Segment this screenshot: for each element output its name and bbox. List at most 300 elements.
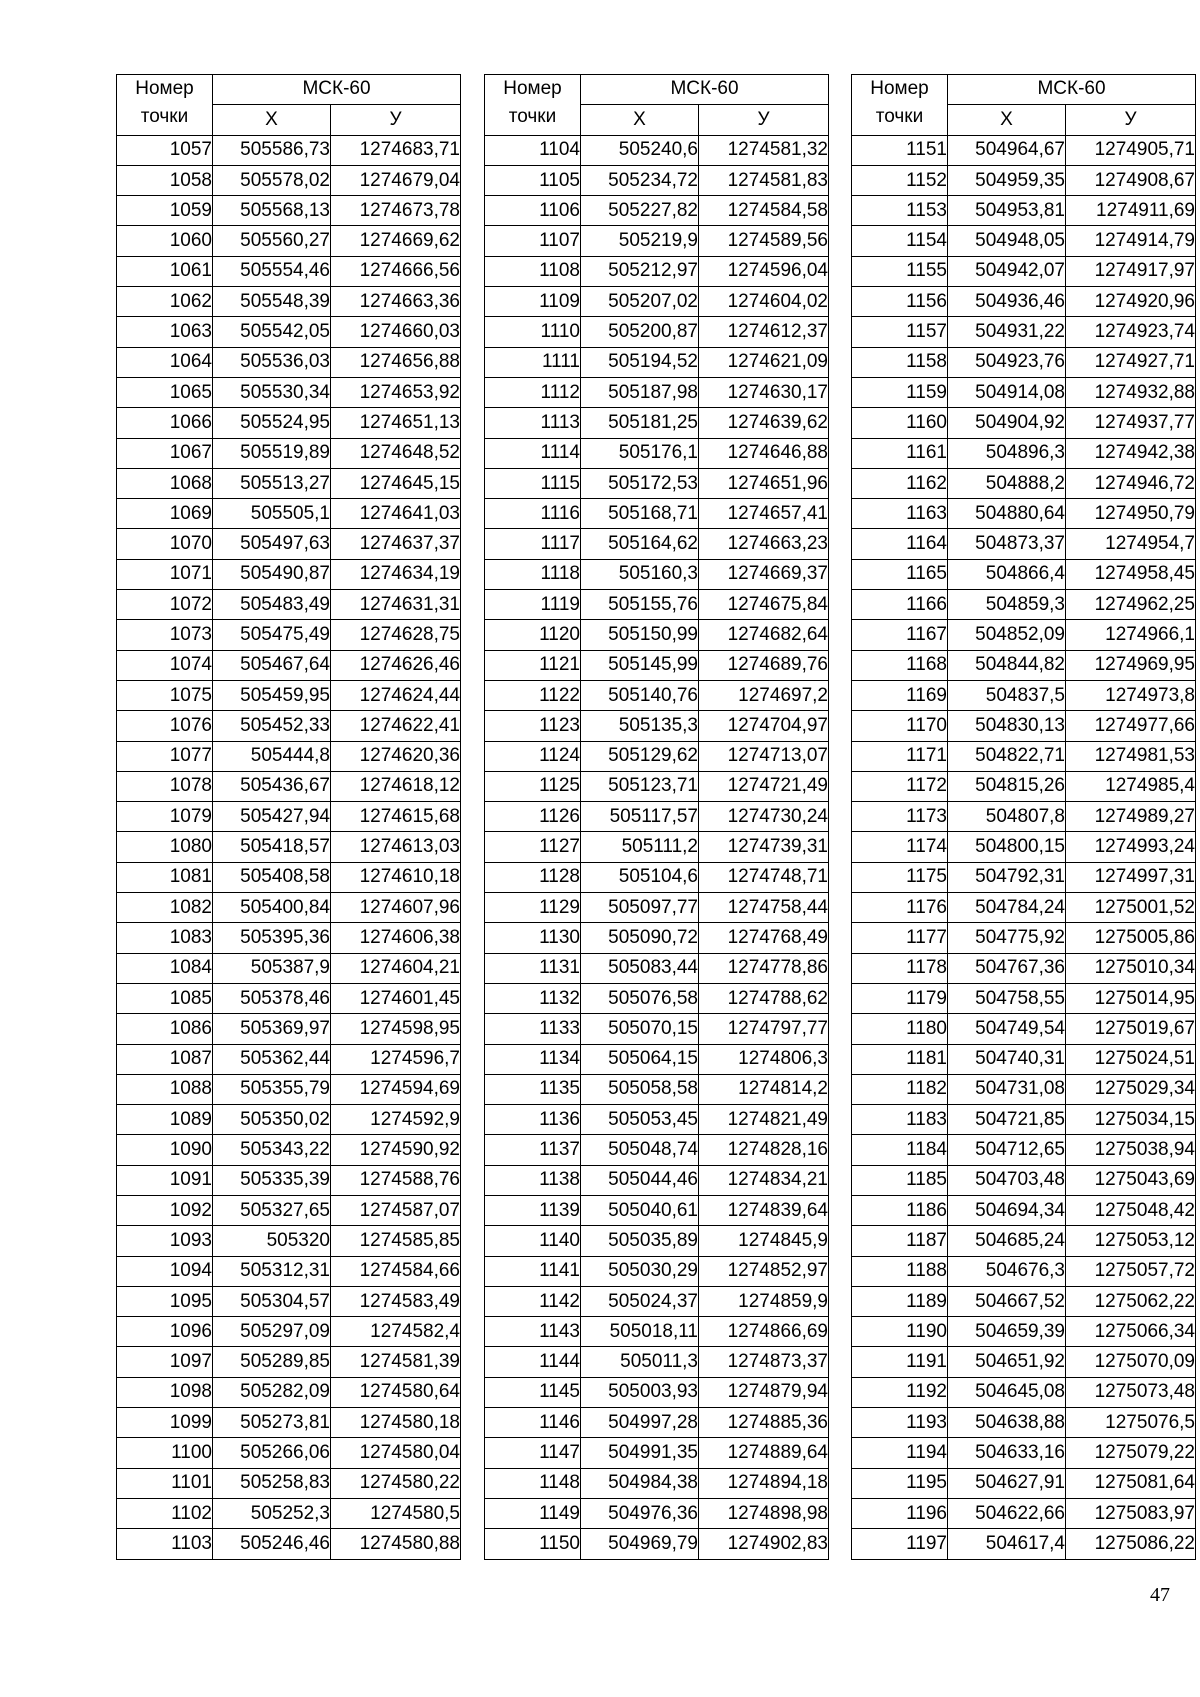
coord-x-cell: 505018,11 xyxy=(581,1317,699,1347)
coord-y-cell: 1274966,1 xyxy=(1066,620,1196,650)
coord-x-cell: 505266,06 xyxy=(213,1438,331,1468)
table-row xyxy=(117,226,461,256)
point-number-cell: 1157 xyxy=(852,317,948,347)
coord-x-cell: 505117,57 xyxy=(581,802,699,832)
table-row xyxy=(485,1498,829,1528)
coord-x-cell: 505297,09 xyxy=(213,1317,331,1347)
point-number-cell: 1090 xyxy=(117,1135,213,1165)
point-number-cell: 1113 xyxy=(485,408,581,438)
coord-y-cell: 1274584,66 xyxy=(331,1256,461,1286)
coord-x-cell: 504931,22 xyxy=(948,317,1066,347)
coord-x-cell: 505240,6 xyxy=(581,135,699,165)
table-row xyxy=(852,862,1196,892)
point-number-cell: 1190 xyxy=(852,1317,948,1347)
table-row xyxy=(117,1135,461,1165)
table-row xyxy=(485,438,829,468)
coord-y-cell: 1274653,92 xyxy=(331,377,461,407)
table-row xyxy=(852,923,1196,953)
table-row xyxy=(117,650,461,680)
coord-x-cell: 504645,08 xyxy=(948,1377,1066,1407)
coord-y-cell: 1274911,69 xyxy=(1066,196,1196,226)
coord-x-cell: 504964,67 xyxy=(948,135,1066,165)
coord-x-cell: 505164,62 xyxy=(581,529,699,559)
point-number-cell: 1148 xyxy=(485,1468,581,1498)
coord-x-cell: 504784,24 xyxy=(948,893,1066,923)
coord-y-cell: 1275001,52 xyxy=(1066,893,1196,923)
coord-y-cell: 1274908,67 xyxy=(1066,165,1196,195)
table-row xyxy=(485,923,829,953)
coord-y-cell: 1274581,32 xyxy=(699,135,829,165)
coord-y-cell: 1274679,04 xyxy=(331,165,461,195)
point-number-cell: 1154 xyxy=(852,226,948,256)
table-row xyxy=(485,287,829,317)
point-number-cell: 1133 xyxy=(485,1014,581,1044)
point-number-cell: 1144 xyxy=(485,1347,581,1377)
point-number-cell: 1062 xyxy=(117,287,213,317)
coord-x-cell: 504721,85 xyxy=(948,1105,1066,1135)
coord-y-cell: 1274889,64 xyxy=(699,1438,829,1468)
coord-x-cell: 504959,35 xyxy=(948,165,1066,195)
coord-y-cell: 1274588,76 xyxy=(331,1165,461,1195)
point-number-cell: 1142 xyxy=(485,1286,581,1316)
coord-x-cell: 505408,58 xyxy=(213,862,331,892)
point-number-cell: 1156 xyxy=(852,287,948,317)
coord-y-cell: 1274920,96 xyxy=(1066,287,1196,317)
coord-x-cell: 505187,98 xyxy=(581,377,699,407)
table-row xyxy=(485,1529,829,1559)
coord-y-cell: 1274954,7 xyxy=(1066,529,1196,559)
coord-y-cell: 1274612,37 xyxy=(699,317,829,347)
coord-y-cell: 1275066,34 xyxy=(1066,1317,1196,1347)
point-number-cell: 1077 xyxy=(117,741,213,771)
coord-x-cell: 505560,27 xyxy=(213,226,331,256)
table-row xyxy=(852,377,1196,407)
coord-y-cell: 1274898,98 xyxy=(699,1498,829,1528)
coord-y-cell: 1274950,79 xyxy=(1066,499,1196,529)
table-row xyxy=(852,165,1196,195)
coord-y-cell: 1274778,86 xyxy=(699,953,829,983)
coord-x-cell: 505070,15 xyxy=(581,1014,699,1044)
header-coord-system: МСК-60 xyxy=(581,75,829,105)
point-number-cell: 1075 xyxy=(117,680,213,710)
coord-y-cell: 1274879,94 xyxy=(699,1377,829,1407)
point-number-cell: 1173 xyxy=(852,802,948,832)
table-row xyxy=(117,1377,461,1407)
table-row xyxy=(117,771,461,801)
coord-y-cell: 1274682,64 xyxy=(699,620,829,650)
coord-y-cell: 1275057,72 xyxy=(1066,1256,1196,1286)
coord-y-cell: 1274721,49 xyxy=(699,771,829,801)
table-row xyxy=(852,135,1196,165)
table-row xyxy=(852,226,1196,256)
point-number-cell: 1194 xyxy=(852,1438,948,1468)
table-row xyxy=(117,1347,461,1377)
coord-x-cell: 505343,22 xyxy=(213,1135,331,1165)
coord-y-cell: 1275034,15 xyxy=(1066,1105,1196,1135)
point-number-cell: 1192 xyxy=(852,1377,948,1407)
point-number-cell: 1116 xyxy=(485,499,581,529)
coord-y-cell: 1274758,44 xyxy=(699,893,829,923)
coord-y-cell: 1274985,4 xyxy=(1066,771,1196,801)
table-row xyxy=(117,408,461,438)
coord-x-cell: 505155,76 xyxy=(581,590,699,620)
coord-y-cell: 1274598,95 xyxy=(331,1014,461,1044)
coord-x-cell: 504984,38 xyxy=(581,1468,699,1498)
point-number-cell: 1070 xyxy=(117,529,213,559)
coord-x-cell: 505452,33 xyxy=(213,711,331,741)
point-number-cell: 1060 xyxy=(117,226,213,256)
point-number-cell: 1101 xyxy=(117,1468,213,1498)
coord-y-cell: 1274914,79 xyxy=(1066,226,1196,256)
point-number-cell: 1186 xyxy=(852,1195,948,1225)
coord-x-cell: 505542,05 xyxy=(213,317,331,347)
coord-x-cell: 505505,1 xyxy=(213,499,331,529)
point-number-cell: 1167 xyxy=(852,620,948,650)
header-x: Х xyxy=(581,105,699,135)
table-row xyxy=(485,953,829,983)
coord-y-cell: 1274852,97 xyxy=(699,1256,829,1286)
table-row xyxy=(852,650,1196,680)
table-row xyxy=(485,590,829,620)
table-row xyxy=(485,1468,829,1498)
coord-x-cell: 504617,4 xyxy=(948,1529,1066,1559)
coord-x-cell: 504815,26 xyxy=(948,771,1066,801)
point-number-cell: 1114 xyxy=(485,438,581,468)
coord-x-cell: 505387,9 xyxy=(213,953,331,983)
point-number-cell: 1178 xyxy=(852,953,948,983)
coord-y-cell: 1274610,18 xyxy=(331,862,461,892)
coord-x-cell: 504904,92 xyxy=(948,408,1066,438)
point-number-cell: 1093 xyxy=(117,1226,213,1256)
coord-y-cell: 1274969,95 xyxy=(1066,650,1196,680)
coord-x-cell: 505207,02 xyxy=(581,287,699,317)
point-number-cell: 1058 xyxy=(117,165,213,195)
coord-x-cell: 505048,74 xyxy=(581,1135,699,1165)
coord-x-cell: 505554,46 xyxy=(213,256,331,286)
coord-y-cell: 1275062,22 xyxy=(1066,1286,1196,1316)
point-number-cell: 1128 xyxy=(485,862,581,892)
point-number-cell: 1107 xyxy=(485,226,581,256)
table-row xyxy=(852,1286,1196,1316)
table-row xyxy=(117,1529,461,1559)
header-point-number: Номер точки xyxy=(852,75,948,136)
table-row xyxy=(852,1044,1196,1074)
table-row xyxy=(485,1105,829,1135)
point-number-cell: 1171 xyxy=(852,741,948,771)
coord-x-cell: 505246,46 xyxy=(213,1529,331,1559)
coord-x-cell: 505076,58 xyxy=(581,983,699,1013)
table-row xyxy=(852,741,1196,771)
coord-y-cell: 1274927,71 xyxy=(1066,347,1196,377)
table-row xyxy=(117,741,461,771)
point-number-cell: 1126 xyxy=(485,802,581,832)
coord-x-cell: 505172,53 xyxy=(581,468,699,498)
point-number-cell: 1086 xyxy=(117,1014,213,1044)
coord-x-cell: 505003,93 xyxy=(581,1377,699,1407)
coord-x-cell: 504888,2 xyxy=(948,468,1066,498)
point-number-cell: 1127 xyxy=(485,832,581,862)
table-row xyxy=(852,1226,1196,1256)
coord-y-cell: 1274730,24 xyxy=(699,802,829,832)
coord-x-cell: 505176,1 xyxy=(581,438,699,468)
coord-y-cell: 1274873,37 xyxy=(699,1347,829,1377)
coord-x-cell: 504859,3 xyxy=(948,590,1066,620)
point-number-cell: 1112 xyxy=(485,377,581,407)
coord-y-cell: 1275029,34 xyxy=(1066,1074,1196,1104)
table-row xyxy=(117,135,461,165)
coord-y-cell: 1274580,04 xyxy=(331,1438,461,1468)
table-row xyxy=(117,832,461,862)
table-row xyxy=(485,377,829,407)
table-row xyxy=(485,862,829,892)
coord-x-cell: 505030,29 xyxy=(581,1256,699,1286)
coord-x-cell: 504880,64 xyxy=(948,499,1066,529)
coord-y-cell: 1274587,07 xyxy=(331,1195,461,1225)
coord-y-cell: 1274582,4 xyxy=(331,1317,461,1347)
point-number-cell: 1164 xyxy=(852,529,948,559)
table-row xyxy=(852,1105,1196,1135)
point-number-cell: 1065 xyxy=(117,377,213,407)
table-row xyxy=(117,347,461,377)
point-number-cell: 1183 xyxy=(852,1105,948,1135)
coord-x-cell: 504740,31 xyxy=(948,1044,1066,1074)
point-number-cell: 1125 xyxy=(485,771,581,801)
coord-y-cell: 1274618,12 xyxy=(331,771,461,801)
point-number-cell: 1081 xyxy=(117,862,213,892)
point-number-cell: 1091 xyxy=(117,1165,213,1195)
coord-x-cell: 504703,48 xyxy=(948,1165,1066,1195)
point-number-cell: 1089 xyxy=(117,1105,213,1135)
table-row xyxy=(485,802,829,832)
point-number-cell: 1087 xyxy=(117,1044,213,1074)
coord-x-cell: 505289,85 xyxy=(213,1347,331,1377)
coord-x-cell: 504997,28 xyxy=(581,1408,699,1438)
coord-y-cell: 1274607,96 xyxy=(331,893,461,923)
coord-x-cell: 504775,92 xyxy=(948,923,1066,953)
table-row xyxy=(485,1286,829,1316)
point-number-cell: 1138 xyxy=(485,1165,581,1195)
table-row xyxy=(117,1408,461,1438)
point-number-cell: 1180 xyxy=(852,1014,948,1044)
table-row xyxy=(852,771,1196,801)
coord-y-cell: 1275043,69 xyxy=(1066,1165,1196,1195)
point-number-cell: 1074 xyxy=(117,650,213,680)
coord-x-cell: 505212,97 xyxy=(581,256,699,286)
point-number-cell: 1134 xyxy=(485,1044,581,1074)
point-number-cell: 1162 xyxy=(852,468,948,498)
coord-y-cell: 1274981,53 xyxy=(1066,741,1196,771)
coord-x-cell: 505058,58 xyxy=(581,1074,699,1104)
table-row xyxy=(485,317,829,347)
point-number-cell: 1147 xyxy=(485,1438,581,1468)
coord-y-cell: 1274648,52 xyxy=(331,438,461,468)
point-number-cell: 1124 xyxy=(485,741,581,771)
coord-x-cell: 504694,34 xyxy=(948,1195,1066,1225)
table-row xyxy=(485,741,829,771)
table-row xyxy=(485,468,829,498)
header-y: У xyxy=(699,105,829,135)
table-row xyxy=(117,1226,461,1256)
coord-y-cell: 1274604,02 xyxy=(699,287,829,317)
point-number-cell: 1118 xyxy=(485,559,581,589)
point-number-cell: 1191 xyxy=(852,1347,948,1377)
coord-y-cell: 1274683,71 xyxy=(331,135,461,165)
table-row xyxy=(117,317,461,347)
point-number-cell: 1103 xyxy=(117,1529,213,1559)
point-number-cell: 1088 xyxy=(117,1074,213,1104)
coord-x-cell: 505150,99 xyxy=(581,620,699,650)
table-row xyxy=(117,1014,461,1044)
point-number-cell: 1117 xyxy=(485,529,581,559)
coord-y-cell: 1274814,2 xyxy=(699,1074,829,1104)
header-y: У xyxy=(1066,105,1196,135)
table-row xyxy=(485,983,829,1013)
coord-y-cell: 1274977,66 xyxy=(1066,711,1196,741)
point-number-cell: 1165 xyxy=(852,559,948,589)
coord-y-cell: 1274615,68 xyxy=(331,802,461,832)
point-number-cell: 1169 xyxy=(852,680,948,710)
coord-y-cell: 1274645,15 xyxy=(331,468,461,498)
table-row xyxy=(485,1195,829,1225)
coord-y-cell: 1274613,03 xyxy=(331,832,461,862)
coord-y-cell: 1274596,04 xyxy=(699,256,829,286)
table-row xyxy=(485,165,829,195)
point-number-cell: 1122 xyxy=(485,680,581,710)
header-point-number: Номер точки xyxy=(117,75,213,136)
header-y: У xyxy=(331,105,461,135)
table-row xyxy=(852,680,1196,710)
coord-y-cell: 1274624,44 xyxy=(331,680,461,710)
coord-x-cell: 504942,07 xyxy=(948,256,1066,286)
coord-y-cell: 1274993,24 xyxy=(1066,832,1196,862)
point-number-cell: 1182 xyxy=(852,1074,948,1104)
table-row xyxy=(485,196,829,226)
table-row xyxy=(117,893,461,923)
coord-x-cell: 505227,82 xyxy=(581,196,699,226)
coord-y-cell: 1274663,36 xyxy=(331,287,461,317)
point-number-cell: 1185 xyxy=(852,1165,948,1195)
coord-x-cell: 505234,72 xyxy=(581,165,699,195)
coord-y-cell: 1274585,85 xyxy=(331,1226,461,1256)
coord-x-cell: 505483,49 xyxy=(213,590,331,620)
table-row xyxy=(117,711,461,741)
coord-x-cell: 504948,05 xyxy=(948,226,1066,256)
coord-x-cell: 505513,27 xyxy=(213,468,331,498)
coord-x-cell: 505320 xyxy=(213,1226,331,1256)
point-number-cell: 1176 xyxy=(852,893,948,923)
coord-x-cell: 505395,36 xyxy=(213,923,331,953)
coord-y-cell: 1274651,13 xyxy=(331,408,461,438)
coord-y-cell: 1275024,51 xyxy=(1066,1044,1196,1074)
coord-y-cell: 1274604,21 xyxy=(331,953,461,983)
point-number-cell: 1069 xyxy=(117,499,213,529)
coord-x-cell: 504807,8 xyxy=(948,802,1066,832)
point-number-cell: 1111 xyxy=(485,347,581,377)
coord-x-cell: 505097,77 xyxy=(581,893,699,923)
point-number-cell: 1079 xyxy=(117,802,213,832)
coord-x-cell: 504633,16 xyxy=(948,1438,1066,1468)
coord-x-cell: 504800,15 xyxy=(948,832,1066,862)
point-number-cell: 1092 xyxy=(117,1195,213,1225)
coord-y-cell: 1274666,56 xyxy=(331,256,461,286)
coord-y-cell: 1274917,97 xyxy=(1066,256,1196,286)
table-row xyxy=(852,1317,1196,1347)
coord-x-cell: 505024,37 xyxy=(581,1286,699,1316)
table-row xyxy=(485,1135,829,1165)
coord-y-cell: 1274902,83 xyxy=(699,1529,829,1559)
table-row xyxy=(852,256,1196,286)
coord-x-cell: 505104,6 xyxy=(581,862,699,892)
coord-x-cell: 505194,52 xyxy=(581,347,699,377)
point-number-cell: 1137 xyxy=(485,1135,581,1165)
coord-y-cell: 1274594,69 xyxy=(331,1074,461,1104)
point-number-cell: 1082 xyxy=(117,893,213,923)
table-row xyxy=(117,287,461,317)
table-row xyxy=(852,347,1196,377)
table-row xyxy=(117,923,461,953)
point-number-cell: 1073 xyxy=(117,620,213,650)
table-row xyxy=(852,529,1196,559)
coord-y-cell: 1274663,23 xyxy=(699,529,829,559)
coord-y-cell: 1274768,49 xyxy=(699,923,829,953)
coord-y-cell: 1275083,97 xyxy=(1066,1498,1196,1528)
coord-y-cell: 1274626,46 xyxy=(331,650,461,680)
point-number-cell: 1149 xyxy=(485,1498,581,1528)
table-row xyxy=(485,1256,829,1286)
coord-x-cell: 505524,95 xyxy=(213,408,331,438)
point-number-cell: 1172 xyxy=(852,771,948,801)
coord-y-cell: 1274606,38 xyxy=(331,923,461,953)
page-number: 47 xyxy=(1150,1584,1170,1606)
point-number-cell: 1135 xyxy=(485,1074,581,1104)
point-number-cell: 1105 xyxy=(485,165,581,195)
table-row xyxy=(485,1074,829,1104)
point-number-cell: 1099 xyxy=(117,1408,213,1438)
table-row xyxy=(852,1256,1196,1286)
coord-x-cell: 504758,55 xyxy=(948,983,1066,1013)
table-row xyxy=(485,893,829,923)
coord-y-cell: 1274580,88 xyxy=(331,1529,461,1559)
table-row xyxy=(117,438,461,468)
table-row xyxy=(852,287,1196,317)
table-row xyxy=(485,347,829,377)
coordinates-table xyxy=(851,74,1196,1560)
point-number-cell: 1100 xyxy=(117,1438,213,1468)
table-row xyxy=(485,1165,829,1195)
point-number-cell: 1076 xyxy=(117,711,213,741)
coord-x-cell: 505160,3 xyxy=(581,559,699,589)
coord-y-cell: 1275019,67 xyxy=(1066,1014,1196,1044)
coord-x-cell: 504969,79 xyxy=(581,1529,699,1559)
point-number-cell: 1140 xyxy=(485,1226,581,1256)
coord-y-cell: 1274656,88 xyxy=(331,347,461,377)
coord-y-cell: 1274739,31 xyxy=(699,832,829,862)
coord-x-cell: 505578,02 xyxy=(213,165,331,195)
point-number-cell: 1130 xyxy=(485,923,581,953)
coord-y-cell: 1274590,92 xyxy=(331,1135,461,1165)
point-number-cell: 1097 xyxy=(117,1347,213,1377)
coord-y-cell: 1275038,94 xyxy=(1066,1135,1196,1165)
coord-y-cell: 1275053,12 xyxy=(1066,1226,1196,1256)
point-number-cell: 1067 xyxy=(117,438,213,468)
point-number-cell: 1108 xyxy=(485,256,581,286)
table-row xyxy=(852,1195,1196,1225)
table-row xyxy=(117,499,461,529)
point-number-cell: 1159 xyxy=(852,377,948,407)
coord-y-cell: 1274937,77 xyxy=(1066,408,1196,438)
coord-x-cell: 505035,89 xyxy=(581,1226,699,1256)
table-row xyxy=(117,862,461,892)
